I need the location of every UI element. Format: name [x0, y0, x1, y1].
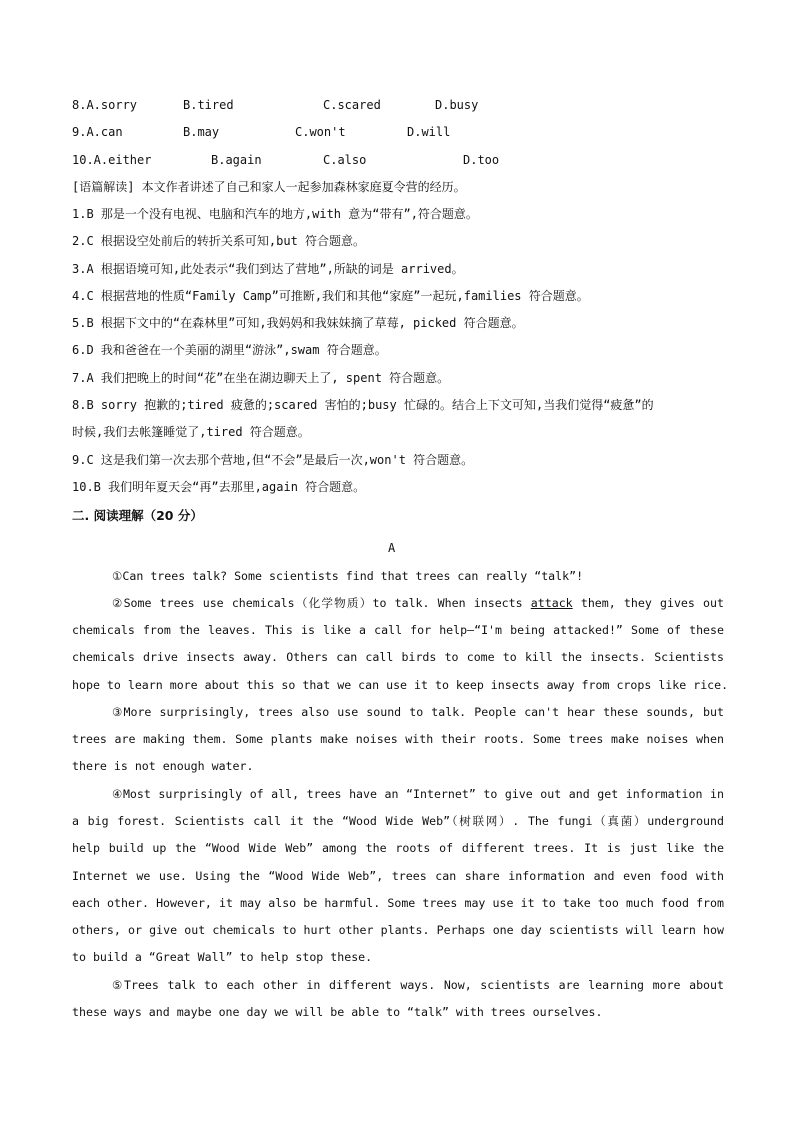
- passage-line: others, or give out chemicals to hurt other plants. Perhaps one day scientists will learn how: [72, 922, 724, 937]
- option-10-c: C.also: [323, 153, 367, 167]
- passage-line: trees are making them. Some plants make noises with their roots. Some trees make noises when: [72, 732, 724, 747]
- passage-line: ②Some trees use chemicals（化学物质）to talk. When insects attack them, they gives out: [112, 596, 724, 610]
- passage-line: ③More surprisingly, trees also use sound to talk. People can't hear these sounds, but: [112, 705, 724, 719]
- analysis-item: 2.C 根据设空处前后的转折关系可知,but 符合题意。: [72, 234, 366, 248]
- analysis-item: 4.C 根据营地的性质“Family Camp”可推断,我们和其他“家庭”一起玩,families 符合题意。: [72, 289, 589, 303]
- analysis-item: 10.B 我们明年夏天会“再”去那里,again 符合题意。: [72, 480, 366, 494]
- passage-paragraph-1: [72, 563, 724, 590]
- passage-line: hope to learn more about this so that we can use it to keep insects away from crops like rice.: [72, 677, 729, 692]
- option-10-a: 10.A.either: [72, 153, 152, 167]
- passage-paragraph-5: [72, 972, 724, 1026]
- analysis-item: 3.A 根据语境可知,此处表示“我们到达了营地”,所缺的词是 arrived。: [72, 262, 464, 276]
- option-10-b: B.again: [211, 153, 262, 167]
- analysis-item: 8.B sorry 抱歉的;tired 疲惫的;scared 害怕的;busy 忙碌的。结合上下文可知,当我们觉得“疲惫”的: [72, 398, 654, 412]
- analysis-item: 5.B 根据下文中的“在森林里”可知,我妈妈和我妹妹摘了草莓, picked 符合题意。: [72, 316, 524, 330]
- section-title: 二. 阅读理解（20 分）: [72, 508, 203, 523]
- passage-line: Internet we use. Using the “Wood Wide Web”, trees can share information and even food with: [72, 868, 724, 883]
- analysis-item-continued: 时候,我们去帐篷睡觉了,tired 符合题意。: [72, 425, 310, 439]
- option-9-c: C.won't: [295, 125, 346, 139]
- passage-line: ⑤Trees talk to each other in different ways. Now, scientists are learning more about: [112, 978, 724, 992]
- passage-line: ④Most surprisingly of all, trees have an “Internet” to give out and get information in: [112, 787, 724, 801]
- passage-label: A: [388, 541, 396, 555]
- passage-line: a big forest. Scientists call it the “Wood Wide Web”（树联网）. The fungi（真菌）underground: [72, 814, 724, 829]
- option-9-a: 9.A.can: [72, 125, 123, 139]
- passage-paragraph-3: [72, 699, 724, 781]
- analysis-intro: [语篇解读] 本文作者讲述了自己和家人一起参加森林家庭夏令营的经历。: [72, 180, 466, 194]
- analysis-item: 9.C 这是我们第一次去那个营地,但“不会”是最后一次,won't 符合题意。: [72, 453, 474, 467]
- passage-line: each other. However, it may also be harmful. Some trees may use it to take too much food from: [72, 895, 724, 910]
- passage-line: chemicals drive insects away. Others can call birds to come to kill the insects. Scientists: [72, 650, 724, 665]
- analysis-item: 6.D 我和爸爸在一个美丽的湖里“游泳”,swam 符合题意。: [72, 343, 387, 357]
- passage-line: help build up the “Wood Wide Web” among the roots of different trees. It is just like the: [72, 841, 724, 856]
- option-8-c: C.scared: [323, 98, 381, 112]
- option-9-b: B.may: [183, 125, 220, 139]
- passage-line: ①Can trees talk? Some scientists find that trees can really “talk”!: [112, 569, 584, 583]
- passage-paragraph-4: [72, 781, 724, 971]
- passage-line: there is not enough water.: [72, 759, 254, 774]
- underlined-word: attack: [530, 596, 573, 610]
- passage-line: to build a “Great Wall” to help stop these.: [72, 950, 373, 965]
- passage-line: these ways and maybe one day we will be able to “talk” with trees ourselves.: [72, 1005, 603, 1020]
- passage-paragraph-2: [72, 590, 729, 699]
- option-10-d: D.too: [463, 153, 500, 167]
- analysis-item: 1.B 那是一个没有电视、电脑和汽车的地方,with 意为“带有”,符合题意。: [72, 207, 478, 221]
- option-8-b: B.tired: [183, 98, 234, 112]
- analysis-item: 7.A 我们把晚上的时间“花”在坐在湖边聊天上了, spent 符合题意。: [72, 371, 450, 385]
- option-9-d: D.will: [407, 125, 451, 139]
- option-8-a: 8.A.sorry: [72, 98, 138, 112]
- passage-line: chemicals from the leaves. This is like a call for help—“I'm being attacked!” Some of these: [72, 623, 724, 638]
- option-8-d: D.busy: [435, 98, 479, 112]
